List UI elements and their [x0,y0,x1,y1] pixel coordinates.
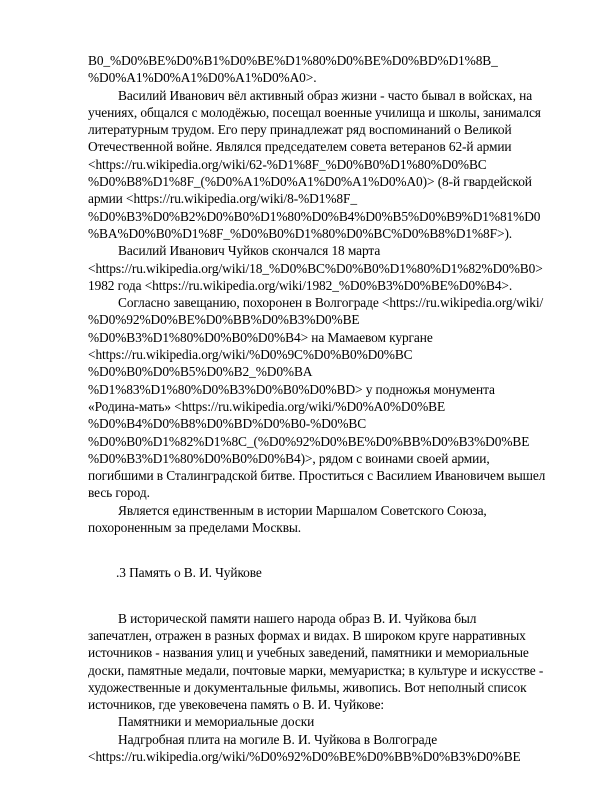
text-line: %D0%B0%D1%82%D1%8C_(%D0%92%D0%BE%D0%BB%D0%B3%D0%BE [88,433,530,449]
text-line: <https://ru.wikipedia.org/wiki/18_%D0%BC%D0%B0%D1%80%D1%82%D0%B0> [88,260,543,276]
text-line: Согласно завещанию, похоронен в Волгограде <https://ru.wikipedia.org/wiki/ [118,295,544,311]
text-line: «Родина-мать» <https://ru.wikipedia.org/wiki/%D0%A0%D0%BE [88,398,446,414]
text-line: <https://ru.wikipedia.org/wiki/%D0%92%D0%BE%D0%BB%D0%B3%D0%BE [88,748,521,764]
text-line: художественные и документальные фильмы, живопись. Вот неполный список [88,679,527,695]
text-line: 1982 года <https://ru.wikipedia.org/wiki/1982_%D0%B3%D0%BE%D0%B4>. [88,277,513,293]
text-line: литературным трудом. Его перу принадлежат ряд воспоминаний о Великой [88,122,512,138]
section-heading-text: .3 Память о В. И. Чуйкове [116,565,262,581]
text-line: Надгробная плита на могиле В. И. Чуйкова в Волгограде [118,731,438,747]
text-line: %D0%A1%D0%A1%D0%A1%D0%A0>. [88,70,317,86]
text-line: весь город. [88,485,150,501]
text-line: %D0%B3%D0%B2%D0%B0%D1%80%D0%B4%D0%B5%D0%B9%D1%81%D0 [88,208,541,224]
text-line: Василий Иванович Чуйков скончался 18 марта [118,243,381,259]
spacer [88,582,552,610]
text-line: похороненным за пределами Москвы. [88,520,302,536]
spacer [88,536,552,564]
section-heading [88,564,552,581]
text-line: <https://ru.wikipedia.org/wiki/%D0%9C%D0%B0%D0%BC [88,347,413,363]
text-line: В исторической памяти нашего народа образ В. И. Чуйкова был [118,610,477,626]
text-line: %D0%B8%D1%8F_(%D0%A1%D0%A1%D0%A1%D0%A0)> (8-й гвардейской [88,174,532,190]
text-line: Отечественной войне. Являлся председателем совета ветеранов 62-й армии [88,139,512,155]
text-line: %BA%D0%B0%D1%8F_%D0%B0%D1%80%D0%BC%D0%B8%D1%8F>). [88,225,513,241]
text-line: <https://ru.wikipedia.org/wiki/62-%D1%8F_%D0%B0%D1%80%D0%BC [88,156,487,172]
text-line: B0_%D0%BE%D0%B1%D0%BE%D1%80%D0%BE%D0%BD%D1%8B_ [88,53,498,68]
paragraph-burial [88,294,552,502]
paragraph-death [88,242,552,294]
paragraph-monuments-title [88,713,552,730]
text-line: %D0%B3%D1%80%D0%B0%D0%B4)>, рядом с воинами своей армии, [88,450,490,466]
paragraph-tombstone [88,731,552,766]
paragraph-active-life [88,87,552,243]
text-line: %D0%B0%D0%B5%D0%B2_%D0%BA [88,364,313,380]
text-line: погибшими в Сталинградской битве. Проститься с Василием Ивановичем вышел [88,468,546,484]
text-line: Является единственным в истории Маршалом Советского Союза, [118,502,487,518]
text-line: учениях, общался с молодёжью, посещал военные училища и школы, занимался [88,104,541,120]
paragraph-link-tail [88,52,552,87]
text-line: источников, где увековечена память о В. И. Чуйкове: [88,697,385,713]
paragraph-memory [88,610,552,714]
text-line: армии <https://ru.wikipedia.org/wiki/8-%D1%8F_ [88,191,357,207]
text-line: запечатлен, отражен в разных формах и видах. В широком круге нарративных [88,627,526,643]
text-line: источников - названия улиц и учебных заведений, памятники и мемориальные [88,645,529,661]
text-line: Памятники и мемориальные доски [118,714,315,730]
text-line: %D0%B3%D1%80%D0%B0%D0%B4> на Мамаевом кургане [88,329,433,345]
text-line: доски, памятные медали, почтовые марки, мемуаристка; в культуре и искусстве - [88,662,544,678]
text-line: %D0%B4%D0%B8%D0%BD%D0%B0-%D0%BC [88,416,367,432]
text-line: %D1%83%D1%80%D0%B3%D0%B0%D0%BD> у подножья монумента [88,381,495,397]
paragraph-unique-burial [88,502,552,537]
text-line: %D0%92%D0%BE%D0%BB%D0%B3%D0%BE [88,312,360,328]
text-line: Василий Иванович вёл активный образ жизни - часто бывал в войсках, на [118,87,533,103]
